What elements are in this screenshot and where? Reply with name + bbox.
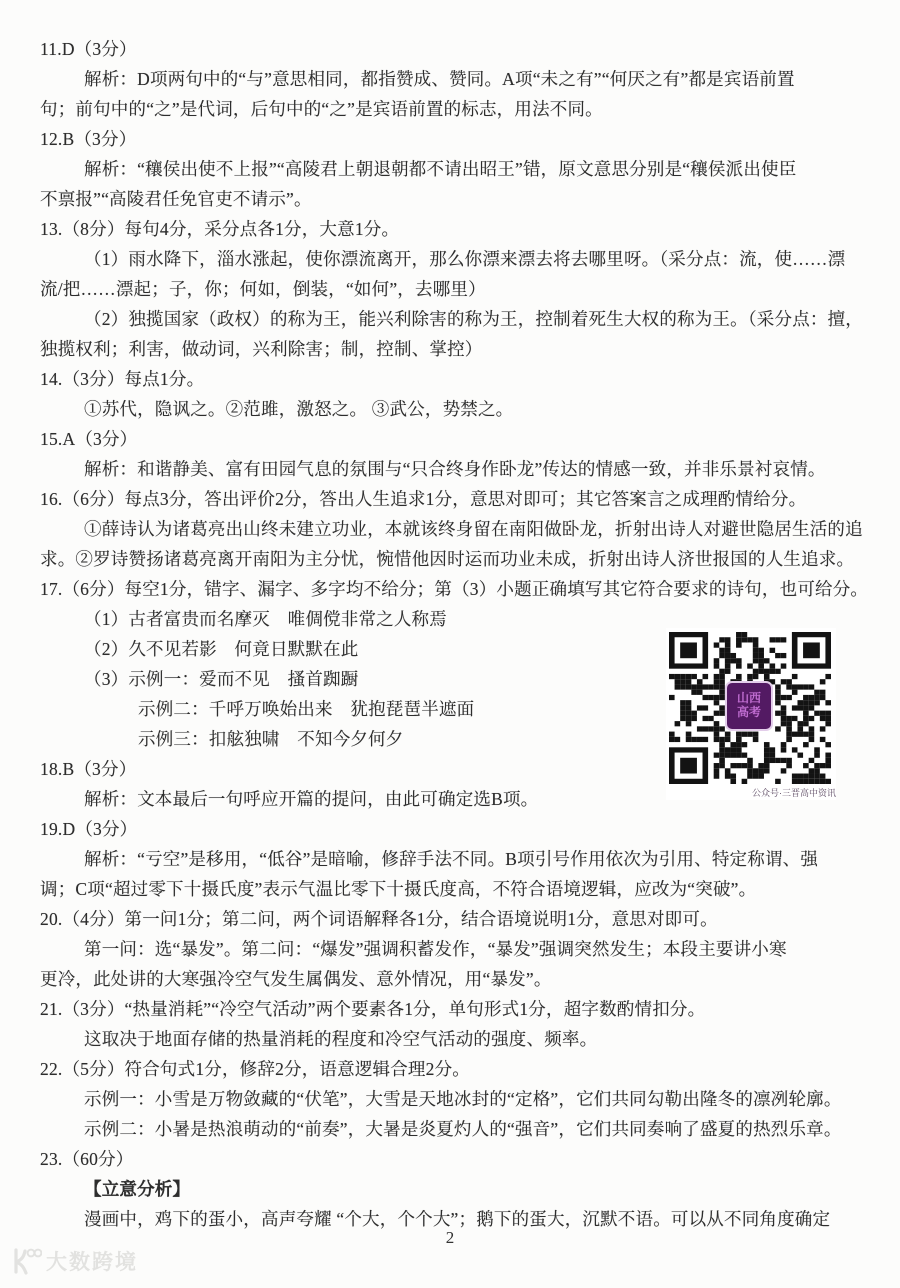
text-line: （1）雨水降下，淄水涨起，使你漂流离开，那么你漂来漂去将去哪里呀。（采分点：流，使……漂 (84, 248, 846, 269)
text-line: 第一问：选“暴发”。第二问：“爆发”强调积蓄发作，“暴发”强调突然发生；本段主要讲小寒 (84, 938, 787, 959)
text-line: 漫画中，鸡下的蛋小，高声夸耀 “个大，个个大”；鹅下的蛋大，沉默不语。可以从不同角度确定 (84, 1208, 831, 1229)
text-line: 12.B（3分） (40, 128, 137, 149)
watermark (8, 1244, 138, 1278)
text-line: ①苏代，隐讽之。②范雎，激怒之。 ③武公，势禁之。 (84, 398, 514, 419)
text-line: 23.（60分） (40, 1148, 134, 1169)
text-line: 解析：“亏空”是移用，“低谷”是暗喻，修辞手法不同。B项引号作用依次为引用、特定称谓、强 (84, 848, 819, 869)
text-line: 15.A（3分） (40, 428, 138, 449)
text-line: 独揽权利；利害，做动词，兴利除害；制，控制、掌控） (40, 338, 483, 359)
text-line: 句；前句中的“之”是代词，后句中的“之”是宾语前置的标志，用法不同。 (40, 98, 603, 119)
text-line: （2）久不见若影 何竟日默默在此 (84, 638, 359, 659)
text-line: 不禀报”“高陵君任免官吏不请示”。 (40, 188, 312, 209)
text-line: 流/把……漂起；子，你；何如，倒装，“如何”，去哪里） (40, 278, 486, 299)
text-line: 14.（3分）每点1分。 (40, 368, 205, 389)
text-line: 示例二：小暑是热浪萌动的“前奏”，大暑是炎夏灼人的“强音”，它们共同奏响了盛夏的热烈乐章。 (84, 1118, 842, 1139)
text-line: （1）古者富贵而名摩灭 唯倜傥非常之人称焉 (84, 608, 447, 629)
text-line: 11.D（3分） (40, 38, 137, 59)
text-line: 求。②罗诗赞扬诸葛亮离开南阳为主分忧，惋惜他因时运而功业未成，折射出诗人济世报国的人生追求。 (40, 548, 855, 569)
page-number: 2 (445, 1228, 455, 1247)
text-line: 解析：“穰侯出使不上报”“高陵君上朝退朝都不请出昭王”错，原文意思分别是“穰侯派出使臣 (84, 158, 797, 179)
qr-badge-line1: 山西 (736, 691, 761, 706)
text-line: （3）示例一：爱而不见 搔首踟蹰 (84, 668, 359, 689)
watermark-text: 大数跨境 (46, 1251, 138, 1274)
text-line: 21.（3分）“热量消耗”“冷空气活动”两个要素各1分，单句形式1分，超字数酌情扣分。 (40, 998, 706, 1019)
text-line: 20.（4分）第一问1分；第二问，两个词语解释各1分，结合语境说明1分，意思对即可。 (40, 908, 718, 929)
qr-caption: 公众号·三晋高中资讯 (752, 788, 836, 798)
text-line: 17.（6分）每空1分，错字、漏字、多字均不给分；第（3）小题正确填写其它符合要求的诗句，也可给分。 (40, 578, 869, 599)
text-line: ①薛诗认为诸葛亮出山终未建立功业，本就该终身留在南阳做卧龙，折射出诗人对避世隐居生活的追 (84, 518, 863, 539)
text-line: 【立意分析】 (84, 1178, 191, 1199)
watermark-logo-icon (8, 1244, 42, 1278)
text-line: 19.D（3分） (40, 818, 138, 839)
qr-code (666, 628, 836, 800)
text-line: 解析：和谐静美、富有田园气息的氛围与“只合终身作卧龙”传达的情感一致，并非乐景衬哀情。 (84, 458, 826, 479)
text-line: 22.（5分）符合句式1分，修辞2分，语意逻辑合理2分。 (40, 1058, 470, 1079)
qr-center-badge (725, 681, 773, 731)
text-line: 16.（6分）每点3分，答出评价2分，答出人生追求1分，意思对即可；其它答案言之成理酌情给分。 (40, 488, 807, 509)
text-line: 示例三：扣舷独啸 不知今夕何夕 (138, 728, 404, 749)
text-line: 13.（8分）每句4分，采分点各1分，大意1分。 (40, 218, 400, 239)
text-line: 更冷，此处讲的大寒强冷空气发生属偶发、意外情况，用“暴发”。 (40, 968, 552, 989)
qr-badge-line2: 高考 (736, 705, 761, 719)
text-line: 这取决于地面存储的热量消耗的程度和冷空气活动的强度、频率。 (84, 1028, 598, 1049)
text-line: 解析：D项两句中的“与”意思相同，都指赞成、赞同。A项“未之有”“何厌之有”都是宾语前置 (84, 68, 795, 89)
text-line: 调；C项“超过零下十摄氏度”表示气温比零下十摄氏度高，不符合语境逻辑，应改为“突破”。 (40, 878, 757, 899)
text-line: 示例二：千呼万唤始出来 犹抱琵琶半遮面 (138, 698, 475, 719)
text-line: 示例一：小雪是万物敛藏的“伏笔”，大雪是天地冰封的“定格”，它们共同勾勒出隆冬的凛冽轮廓。 (84, 1088, 842, 1109)
text-line: （2）独揽国家（政权）的称为王，能兴利除害的称为王，控制着死生大权的称为王。（采分点：擅， (84, 308, 863, 329)
text-line: 解析：文本最后一句呼应开篇的提问，由此可确定选B项。 (84, 788, 539, 809)
text-line: 18.B（3分） (40, 758, 137, 779)
